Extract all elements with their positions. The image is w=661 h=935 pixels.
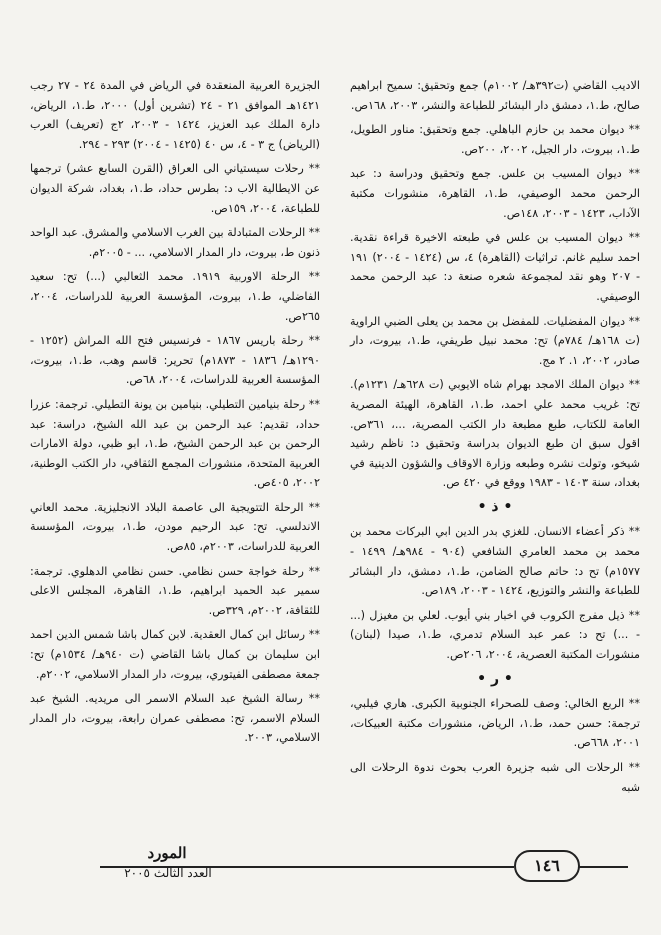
entry-paragraph: الجزيرة العربية المنعقدة في الرياض في المدة ٢٤ - ٢٧ رجب ١٤٢١هـ الموافق ٢١ - ٢٤ (تشرين أول) ٢٠٠٠، ط.١، الرياض، دارة الملك عبد العزيز، ١٤٢٤ - ٢٠٠٣، ٢ج (تعريف) العرب (الرياض) ج ٣ - ٤، س ٤٠ (١٤٢٥ - ٢٠٠٤) ٢٩٣ - ٢٩٤. (30, 79, 321, 151)
right-column (350, 76, 640, 802)
entry-paragraph: ** ذيل مفرج الكروب في اخبار بني أيوب. لعلي بن مغيزل (... - ...) تح د: عمر عبد السلام تدمري، ط.١، صيدا (لبنان) منشورات المكتبة العصرية، ٢٠٠٤، ٢٠٦ص. (350, 608, 641, 662)
entry-paragraph: ** الرحلات المتبادلة بين الغرب الاسلامي والمشرق. عبد الواحد ذنون ط، بيروت، دار المدار الاسلامي، ... - ٢٠٠٥م. (30, 226, 320, 259)
entry-paragraph: ** ديوان المسيب بن علس في طبعته الاخيرة قراءة نقدية. احمد سليم غانم. تراثيات (القاهرة) ٤، س (١٤٢٤ - ٢٠٠٤) ١٩١ - ٢٠٧ وهو نقد لمجموعة شعره صنعة د: عبد الرحمن محمد الوصيفي. (350, 231, 641, 303)
entry-paragraph: ** الرحلات الى شبه جزيرة العرب بحوث ندوة الرحلات الى شبه (350, 761, 640, 794)
entry-paragraph: ** ديوان المسيب بن علس. جمع وتحقيق ودراسة د: عبد الرحمن محمد الوصيفي، ط.١، القاهرة، منشورات مكتبة الآداب، ١٤٢٣ - ٢٠٠٣، ١٤٨ص. (350, 167, 640, 220)
journal-title: المورد (147, 844, 187, 862)
section-heading-ra: • ر • (477, 670, 513, 687)
section-heading-dhal: • ذ • (477, 498, 513, 515)
entry-paragraph: ** رحلة باريس ١٨٦٧ - فرنسيس فتح الله المراش (١٢٥٢ - ١٢٩٠هـ/ ١٨٣٦ - ١٨٧٣م) تحرير: قاسم وهب، ط.١، بيروت، المؤسسة العربية للدراسات، ٢٠٠٤، ٦٨ص. (30, 334, 320, 387)
page-footer (0, 838, 661, 898)
entry-paragraph: ** الربع الخالي: وصف للصحراء الجنوبية الكبرى. هاري فيلبي، ترجمة: حسن حمد، ط.١، الرياض، منشورات مكتبة العبيكات، ٢٠٠١، ٦٦٨ص. (350, 697, 640, 750)
entry-paragraph: ** رسائل ابن كمال العقدية. لابن كمال باشا شمس الدين احمد ابن سليمان بن كمال باشا القاضي (ت ٩٤٠هـ/ ١٥٣٤م) تح: جمعة مصطفى الفيتوري، بيروت، دار المدار الاسلامي، ٢٠٠٢م. (30, 628, 320, 681)
entry-paragraph: ** ديوان الملك الامجد بهرام شاه الايوبي (ت ٦٢٨هـ/ ١٢٣١م). تح: غريب محمد علي احمد، ط.١، القاهرة، الهيئة المصرية العامة للكتاب، طبع مطبعة دار الكتب المصرية، ...، ٣٦١ص. اقول سبق ان طبع الديوان بدراسة وتحقيق د: ناظم رشيد شيخو، وتولت نشره وطبعه وزارة الاوقاف والشؤون الدينية في بغداد، سنة ١٤٠٣ - ١٩٨٣ ووقع في ٤٢٠ ص. (350, 378, 640, 490)
entry-paragraph: ** رحلة خواجة حسن نظامي. حسن نظامي الدهلوي. ترجمة: سمير عبد الحميد ابراهيم، ط.١، القاهرة، المجلس الاعلى للثقافة، ٢٠٠٢م، ٣٢٩ص. (30, 564, 321, 617)
page-number: ١٤٦ (514, 850, 580, 882)
entry-paragraph: ** ديوان المفضليات. للمفضل بن محمد بن يعلى الضبي الراوية (ت ١٦٨هـ/ ٧٨٤م) تح: محمد نبيل طريفي، ط.١، بيروت، دار صادر، ٢٠٠٢، ١. ٢ مج. (350, 314, 640, 367)
entry-paragraph: ** الرحلة التتويجية الى عاصمة البلاد الانجليزية. محمد العاني الاندلسي. تح: عبد الرحيم مودن، ط.١، بيروت، المؤسسة العربية للدراسات، ٢٠٠٣م، ٨٥ص. (30, 500, 320, 554)
journal-issue: العدد الثالث ٢٠٠٥ (124, 866, 212, 880)
left-column (30, 76, 320, 753)
entry-paragraph: ** رسالة الشيخ عبد السلام الاسمر الى مريديه. الشيخ عبد السلام الاسمر، تح: مصطفى عمران رابعة، بيروت، دار المدار الاسلامي، ٢٠٠٣. (30, 692, 320, 745)
footer-rule (576, 866, 628, 868)
entry-paragraph: ** ديوان محمد بن حازم الباهلي. جمع وتحقيق: مناور الطويل، ط.١، بيروت، دار الجيل، ٢٠٠٢، ٢٠٠ص. (350, 123, 640, 156)
entry-paragraph: ** رحلة بنيامين التطيلي. بنيامين بن يونة التطيلي. ترجمة: عزرا حداد، تقديم: عبد الرحمن بن عبد الله الشيخ، دراسة: عبد الرحمن بن عبد الرحمن الشيخ، ط.١، ابو ظبي، دولة الامارات العربية المتحدة، منشورات المجمع الثقافي، دار الكتب الوطنية، ٢٠٠٢، ٤٠٥ص. (30, 397, 321, 490)
entry-paragraph: ** رحلات سيستياني الى العراق (القرن السابع عشر) ترجمها عن الايطالية الاب د: بطرس حداد، ط.١، بغداد، شركة الديوان للطباعة، ٢٠٠٤، ١٥٩ص. (30, 162, 320, 215)
entry-paragraph: ** الرحلة الاوربية ١٩١٩. محمد الثعالبي (...) تح: سعيد الفاضلي، ط.١، بيروت، المؤسسة العربية للدراسات، ٢٠٠٤، ٢٦٥ص. (30, 270, 320, 323)
entry-paragraph: ** ذكر أعضاء الانسان. للغزي بدر الدين ابي البركات محمد بن محمد بن محمد العامري الشافعي (٩٠٤ - ٩٨٤هـ/ ١٤٩٩ - ١٥٧٧م) تح د: حاتم صالح الضامن، ط.١، دمشق، دار البشائر للطباعة والنشر والتوزيع، ١٤٢٤ - ٢٠٠٣، ١٨٩ص. (350, 525, 641, 598)
entry-paragraph: الاديب القاضي (ت٣٩٢هـ/ ١٠٠٢م) جمع وتحقيق: سميح ابراهيم صالح، ط.١، دمشق دار البشائر للطباعة والنشر، ٢٠٠٣، ١٦٨ص. (350, 79, 640, 112)
